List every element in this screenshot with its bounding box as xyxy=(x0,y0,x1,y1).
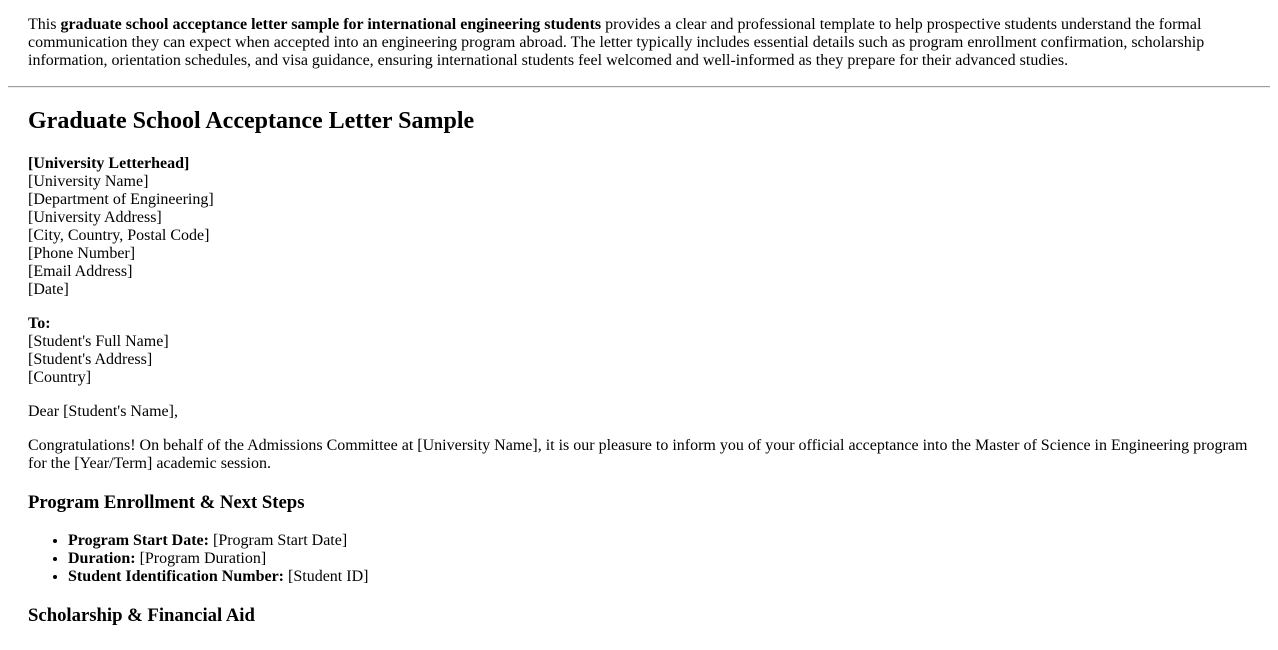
divider xyxy=(8,86,1270,88)
list-item xyxy=(68,532,1250,550)
acceptance-paragraph: Congratulations! On behalf of the Admissions Committee at [University Name], it is our pleasure to inform you of your official acceptance into the Master of Science in Engineering program for the [Year/Term] academic session. xyxy=(28,437,1248,472)
intro-section xyxy=(8,16,1270,70)
letterhead-line: [University Address] xyxy=(28,209,162,226)
item-label: Program Start Date: xyxy=(68,532,209,550)
recipient-label: To: xyxy=(28,315,51,332)
intro-text-before: This xyxy=(28,16,61,33)
letterhead-line: [Phone Number] xyxy=(28,245,136,262)
recipient-block xyxy=(28,315,1250,387)
letterhead-line: [Department of Engineering] xyxy=(28,191,214,208)
item-value: [Student ID] xyxy=(284,568,369,586)
intro-text-after: provides a clear and professional template to help prospective students understand the formal communication they can expect when accepted into an engineering program abroad. The letter typically includes essential details such as program enrollment confirmation, scholarship information, orientation schedules, and visa guidance, ensuring international students feel welcomed and well-informed as they prepare for their advanced studies. xyxy=(28,16,1205,69)
item-value: [Program Duration] xyxy=(135,550,267,568)
page-title: Graduate School Acceptance Letter Sample xyxy=(28,108,475,134)
letterhead-line: [University Name] xyxy=(28,173,149,190)
letter-body xyxy=(8,108,1270,627)
enrollment-list xyxy=(28,532,1250,586)
section-heading-enrollment: Program Enrollment & Next Steps xyxy=(28,491,305,513)
intro-paragraph xyxy=(28,16,1250,70)
letterhead-line: [Email Address] xyxy=(28,263,133,280)
section-heading-scholarship: Scholarship & Financial Aid xyxy=(28,605,255,627)
list-item xyxy=(68,568,1250,586)
letterhead-line: [City, Country, Postal Code] xyxy=(28,227,210,244)
recipient-line: [Country] xyxy=(28,369,92,386)
list-item xyxy=(68,550,1250,568)
item-label: Duration: xyxy=(68,550,136,568)
letterhead-block xyxy=(28,155,1250,299)
item-label: Student Identification Number: xyxy=(68,568,285,586)
recipient-line: [Student's Address] xyxy=(28,351,153,368)
letterhead-heading: [University Letterhead] xyxy=(28,155,190,172)
item-value: [Program Start Date] xyxy=(208,532,348,550)
recipient-line: [Student's Full Name] xyxy=(28,333,169,350)
salutation: Dear [Student's Name], xyxy=(28,403,178,420)
letterhead-line: [Date] xyxy=(28,281,69,298)
intro-bold-text: graduate school acceptance letter sample for international engineering students xyxy=(60,16,602,33)
